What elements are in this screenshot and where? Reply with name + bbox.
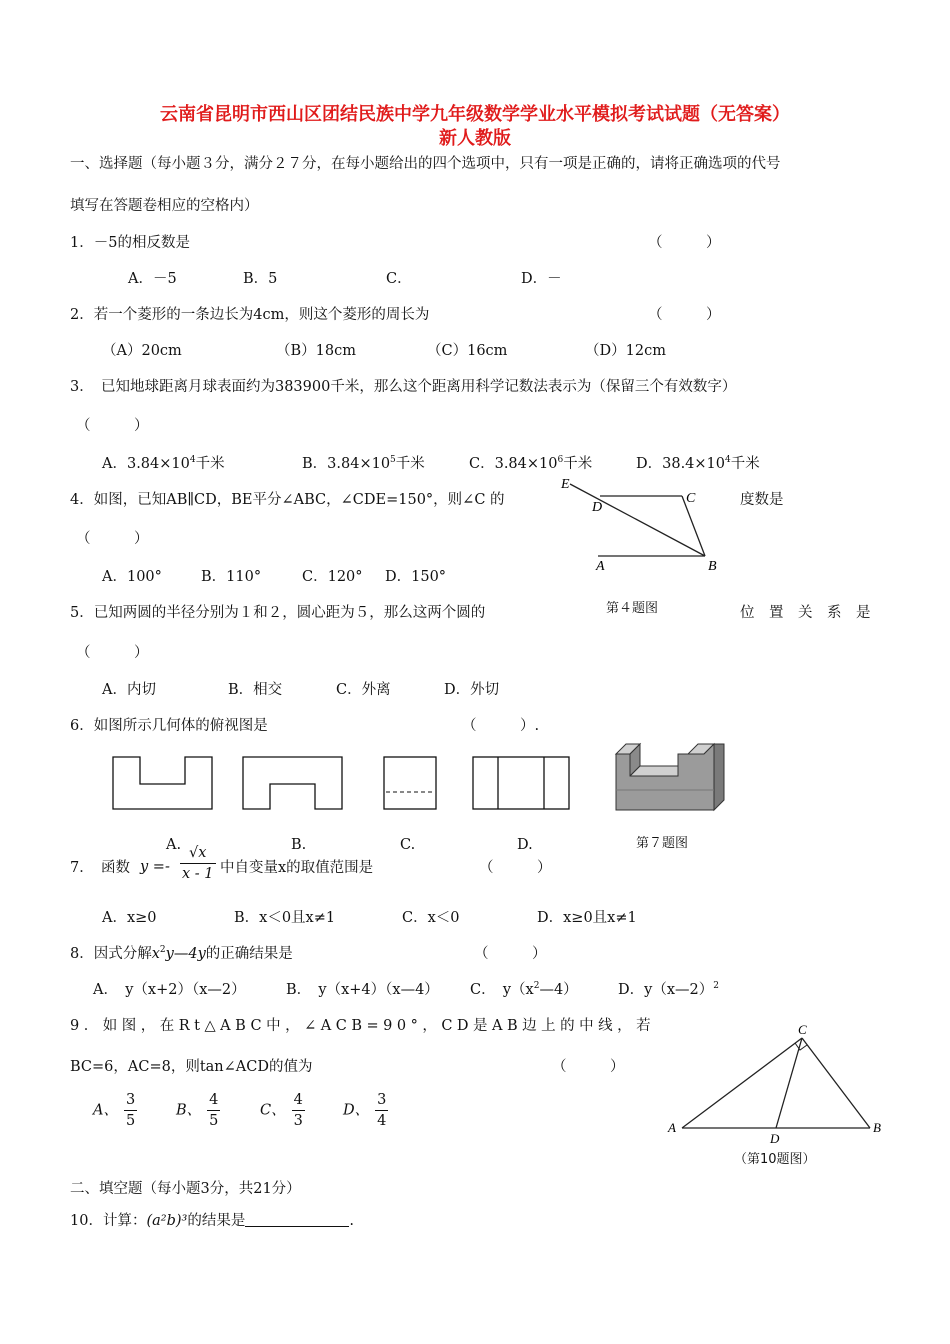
q8-option-c: C． $y(x^2—4)$	[470, 981, 578, 998]
q9-option-c: C、 $\frac{4}{3}$	[260, 1092, 303, 1129]
q2-option-c: （C）16cm	[427, 343, 508, 359]
q3-option-d: D．$38.4\times 10^4$千米	[636, 455, 760, 472]
q4-label-b: B	[708, 559, 717, 574]
q8-stem: 8．因式分解$x^2y—4y$的正确结果是	[70, 945, 293, 962]
q5-stem: 5．已知两圆的半径分别为１和２，圆心距为５，那么这两个圆的	[70, 605, 486, 621]
q7-option-a: A．x≥0	[102, 910, 157, 926]
section1-header-line1: 一、选择题（每小题３分，满分２７分，在每小题给出的四个选项中，只有一项是正确的，请将正确选项的代号	[70, 156, 781, 172]
q4-option-a: A．100°	[102, 569, 162, 585]
q6-option-a-label: A.	[166, 837, 182, 853]
q2-option-d: （D）12cm	[585, 343, 666, 359]
q6-stem: 6．如图所示几何体的俯视图是	[70, 718, 268, 734]
q7-stem-pre: 7． 函数	[70, 860, 130, 876]
q3-stem: 3． 已知地球距离月球表面约为383900千米，那么这个距离用科学记数法表示为（保留三个有效数字）	[70, 379, 737, 395]
q6-option-a-shape	[112, 756, 216, 812]
q4-label-d: D	[592, 500, 603, 515]
q3-option-c: C．$3.84\times 10^6$千米	[469, 455, 593, 472]
q1-option-b: B．5	[243, 271, 278, 287]
q1-stem: 1．－5的相反数是	[70, 235, 190, 251]
q9-label-b: B	[873, 1120, 881, 1135]
q4-label-e: E	[561, 477, 570, 492]
q5-stem-tail: 位 置 关 系 是	[740, 605, 871, 621]
q7-stem-post: 中自变量x的取值范围是	[220, 860, 374, 876]
q7-y-equals: y =-	[140, 859, 170, 875]
q6-answer-paren: （ ）.	[462, 718, 540, 734]
q7-answer-paren: （ ）	[479, 860, 552, 876]
q9-label-a: A	[668, 1120, 676, 1135]
q6-option-b-shape	[242, 756, 346, 812]
q4-figure	[560, 474, 720, 574]
q5-option-b: B．相交	[228, 682, 283, 698]
q9-option-b: B、 $\frac{4}{5}$	[176, 1092, 219, 1129]
q8-option-d: D．y（x—2）$^2$	[618, 981, 719, 998]
q4-option-d: D．150°	[385, 569, 447, 585]
q3-answer-paren: （ ）	[76, 418, 149, 434]
q6-option-d-label: D.	[517, 837, 533, 853]
q7-option-c: C．x＜0	[402, 910, 460, 926]
q7-option-d: D．x≥0且x≠1	[537, 910, 637, 926]
q10-stem: 10．计算：(a²b)³的结果是 .	[70, 1213, 354, 1229]
q6-figure-caption: 第７题图	[636, 836, 689, 851]
q4-stem: 4．如图，已知AB∥CD，BE平分∠ABC，∠CDE=150°，则∠C 的	[70, 492, 505, 508]
q2-answer-paren: （ ）	[648, 307, 721, 323]
q6-option-d-shape	[472, 756, 572, 812]
q6-option-b-label: B.	[291, 837, 307, 853]
q1-answer-paren: （ ）	[648, 235, 721, 251]
q8-option-b: B． y（x+4）（x—4）	[286, 982, 439, 998]
q9-option-d: D、 $\frac{3}{4}$	[343, 1092, 387, 1129]
q9-label-d: D	[770, 1131, 780, 1146]
q5-option-a: A．内切	[102, 682, 156, 698]
q3-option-a: A．$3.84\times 10^4$千米	[102, 455, 225, 472]
q5-option-c: C．外离	[336, 682, 391, 698]
q4-label-a: A	[596, 559, 605, 574]
q9-figure-caption: （第10题图）	[734, 1152, 816, 1167]
section1-header-line2: 填写在答题卷相应的空格内）	[70, 198, 259, 214]
q6-solid-figure	[614, 742, 730, 814]
q1-option-a: A．－5	[128, 271, 177, 287]
q8-answer-paren: （ ）	[474, 946, 547, 962]
doc-title-line2: 新人教版	[439, 128, 511, 149]
q2-option-a: （A）20cm	[102, 343, 182, 359]
q1-option-c: C．	[386, 271, 412, 287]
q9-option-a: A、 $\frac{3}{5}$	[93, 1092, 136, 1129]
q4-label-c: C	[686, 491, 696, 506]
q2-option-b: （B）18cm	[276, 343, 356, 359]
doc-title-line1: 云南省昆明市西山区团结民族中学九年级数学学业水平模拟考试试题（无答案）	[160, 104, 790, 125]
q1-option-d: D．－	[521, 271, 562, 287]
q3-option-b: B．$3.84\times 10^5$千米	[302, 455, 425, 472]
q4-figure-caption: 第４题图	[606, 601, 659, 616]
q9-label-c: C	[798, 1022, 807, 1037]
q4-stem-tail: 度数是	[740, 492, 784, 508]
q5-answer-paren: （ ）	[76, 645, 149, 661]
q7-fraction: $\frac{√x}{x - 1}$	[182, 845, 214, 882]
q8-option-a: A． y（x+2）（x—2）	[93, 982, 246, 998]
q10-answer-blank[interactable]	[245, 1212, 349, 1227]
q4-option-c: C．120°	[302, 569, 363, 585]
q9-stem-line1: 9．如图，在Rt△ABC中，∠ACB=90°，CD是AB边上的中线，若	[70, 1018, 656, 1034]
q4-answer-paren: （ ）	[76, 531, 149, 547]
q4-option-b: B．110°	[201, 569, 262, 585]
q6-option-c-label: C.	[400, 837, 416, 853]
section2-header: 二、填空题（每小题3分，共21分）	[70, 1181, 301, 1197]
q9-stem-line2: BC=6，AC=8，则tan∠ACD的值为	[70, 1059, 313, 1075]
q6-option-c-shape	[383, 756, 439, 812]
q7-option-b: B．x＜0且x≠1	[234, 910, 336, 926]
q9-figure	[668, 1020, 888, 1150]
q9-answer-paren: （ ）	[552, 1059, 625, 1075]
q2-stem: 2．若一个菱形的一条边长为4cm，则这个菱形的周长为	[70, 307, 430, 323]
q5-option-d: D．外切	[444, 682, 500, 698]
